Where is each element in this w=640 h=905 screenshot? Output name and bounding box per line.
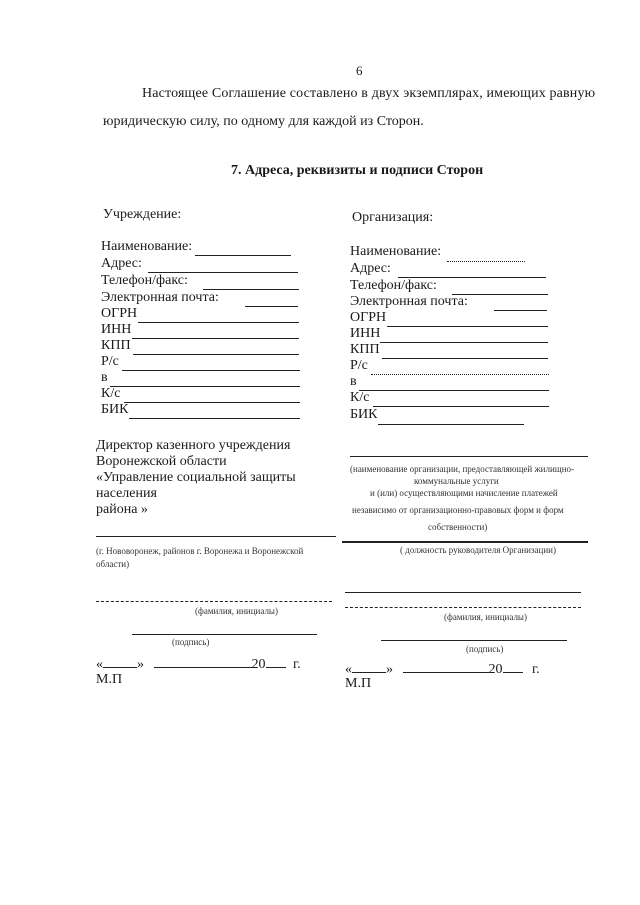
field-name (101, 239, 192, 255)
position-rule (342, 541, 588, 543)
sign-rule (381, 640, 567, 641)
date-line (345, 662, 540, 678)
date-year: 20 (488, 662, 503, 677)
org-caption-1: (наименование организации, предоставляющей жилищно- (350, 464, 575, 474)
field-label: в (350, 374, 357, 389)
field-label: Электронная почта: (350, 294, 468, 309)
field-phone (350, 278, 437, 294)
field-address (350, 261, 391, 277)
field-phone (101, 273, 188, 289)
field-label: ИНН (350, 326, 381, 341)
field-ogrn (101, 306, 137, 322)
fio-caption: (фамилия, инициалы) (444, 612, 527, 622)
date-line (96, 657, 301, 673)
fill-line (380, 342, 548, 343)
field-label: КПП (101, 338, 131, 353)
field-inn (350, 326, 380, 342)
sign-caption: (подпись) (466, 644, 504, 654)
fill-line (494, 310, 547, 311)
fill-line (132, 338, 299, 339)
date-close-quote: » (137, 657, 144, 672)
fill-line (371, 374, 549, 375)
field-label: К/с (101, 386, 121, 401)
field-label: Наименование: (350, 244, 442, 259)
field-ks (101, 386, 120, 402)
fill-line (382, 358, 548, 359)
field-rs (101, 354, 119, 370)
org-caption-5: собственности) (428, 522, 488, 532)
director-line-3: «Управление социальной защиты (96, 470, 296, 485)
field-label: Телефон/факс: (350, 278, 437, 293)
field-label: Адрес: (350, 261, 391, 276)
fill-line (110, 386, 300, 387)
sign-caption: (подпись) (172, 637, 210, 647)
date-year: 20 (251, 657, 266, 672)
field-email (350, 294, 468, 310)
field-bik (350, 407, 378, 423)
org-caption-3: и (или) осуществляющими начисление платежей (370, 488, 558, 498)
field-v (350, 374, 357, 390)
date-g: г. (293, 657, 301, 672)
director-line-5: района » (96, 502, 148, 517)
field-label: Телефон/факс: (101, 273, 188, 288)
field-label: Р/с (350, 358, 368, 373)
page-number: 6 (356, 63, 363, 78)
field-email (101, 290, 219, 306)
fill-line (387, 326, 548, 327)
field-inn (101, 322, 131, 338)
field-v (101, 370, 108, 386)
field-kpp (350, 342, 380, 358)
section-title: 7. Адреса, реквизиты и подписи Сторон (231, 163, 484, 178)
fill-line (447, 261, 525, 262)
stamp-place: М.П (345, 676, 372, 691)
field-rs (350, 358, 368, 374)
field-label: ОГРН (350, 310, 387, 325)
fill-line (373, 406, 549, 407)
fill-line (124, 402, 300, 403)
field-ogrn (350, 310, 386, 326)
fio-rule-1 (345, 592, 581, 593)
stamp-place: М.П (96, 672, 123, 687)
fill-line (138, 322, 299, 323)
field-label: Р/с (101, 354, 119, 369)
area-caption-1: (г. Нововоронеж, районов г. Воронежа и Воронежской (96, 546, 304, 556)
sign-rule (132, 634, 317, 635)
intro-line-1: Настоящее Соглашение составлено в двух экземплярах, имеющих равную (142, 86, 596, 101)
intro-line-2: юридическую силу, по одному для каждой из Сторон. (103, 114, 424, 129)
field-label: в (101, 370, 108, 385)
field-label: К/с (350, 390, 370, 405)
field-address (101, 256, 142, 272)
field-label: Электронная почта: (101, 290, 219, 305)
fill-line (245, 306, 298, 307)
date-close-quote: » (386, 662, 393, 677)
org-name-rule (350, 456, 588, 457)
fill-line (195, 255, 291, 256)
institution-heading: Учреждение: (103, 207, 182, 222)
date-g: г. (532, 662, 540, 677)
field-name (350, 244, 441, 260)
field-label: ОГРН (101, 306, 138, 321)
field-label: БИК (350, 407, 378, 422)
field-bik (101, 402, 129, 418)
org-caption-4: независимо от организационно-правовых форм и форм (352, 505, 564, 515)
director-line-1: Директор казенного учреждения (96, 438, 291, 453)
field-label: Наименование: (101, 239, 193, 254)
field-ks (350, 390, 369, 406)
field-kpp (101, 338, 131, 354)
org-caption-2: коммунальные услуги (414, 476, 499, 486)
position-caption: ( должность руководителя Организации) (400, 545, 556, 555)
fill-line (122, 370, 300, 371)
field-label: БИК (101, 402, 129, 417)
fill-line (129, 418, 300, 419)
signature-rule (96, 536, 336, 537)
fio-rule (96, 601, 332, 602)
field-label: КПП (350, 342, 380, 357)
director-line-4: населения (96, 486, 157, 501)
fill-line (133, 354, 299, 355)
field-label: Адрес: (101, 256, 142, 271)
director-line-2: Воронежской области (96, 454, 227, 469)
fio-rule-2 (345, 607, 581, 608)
date-open-quote: « (96, 657, 103, 672)
field-label: ИНН (101, 322, 132, 337)
date-open-quote: « (345, 662, 352, 677)
organization-heading: Организация: (352, 210, 434, 225)
area-caption-2: области) (96, 559, 130, 569)
fill-line (378, 424, 524, 425)
fio-caption: (фамилия, инициалы) (195, 606, 278, 616)
fill-line (359, 390, 549, 391)
